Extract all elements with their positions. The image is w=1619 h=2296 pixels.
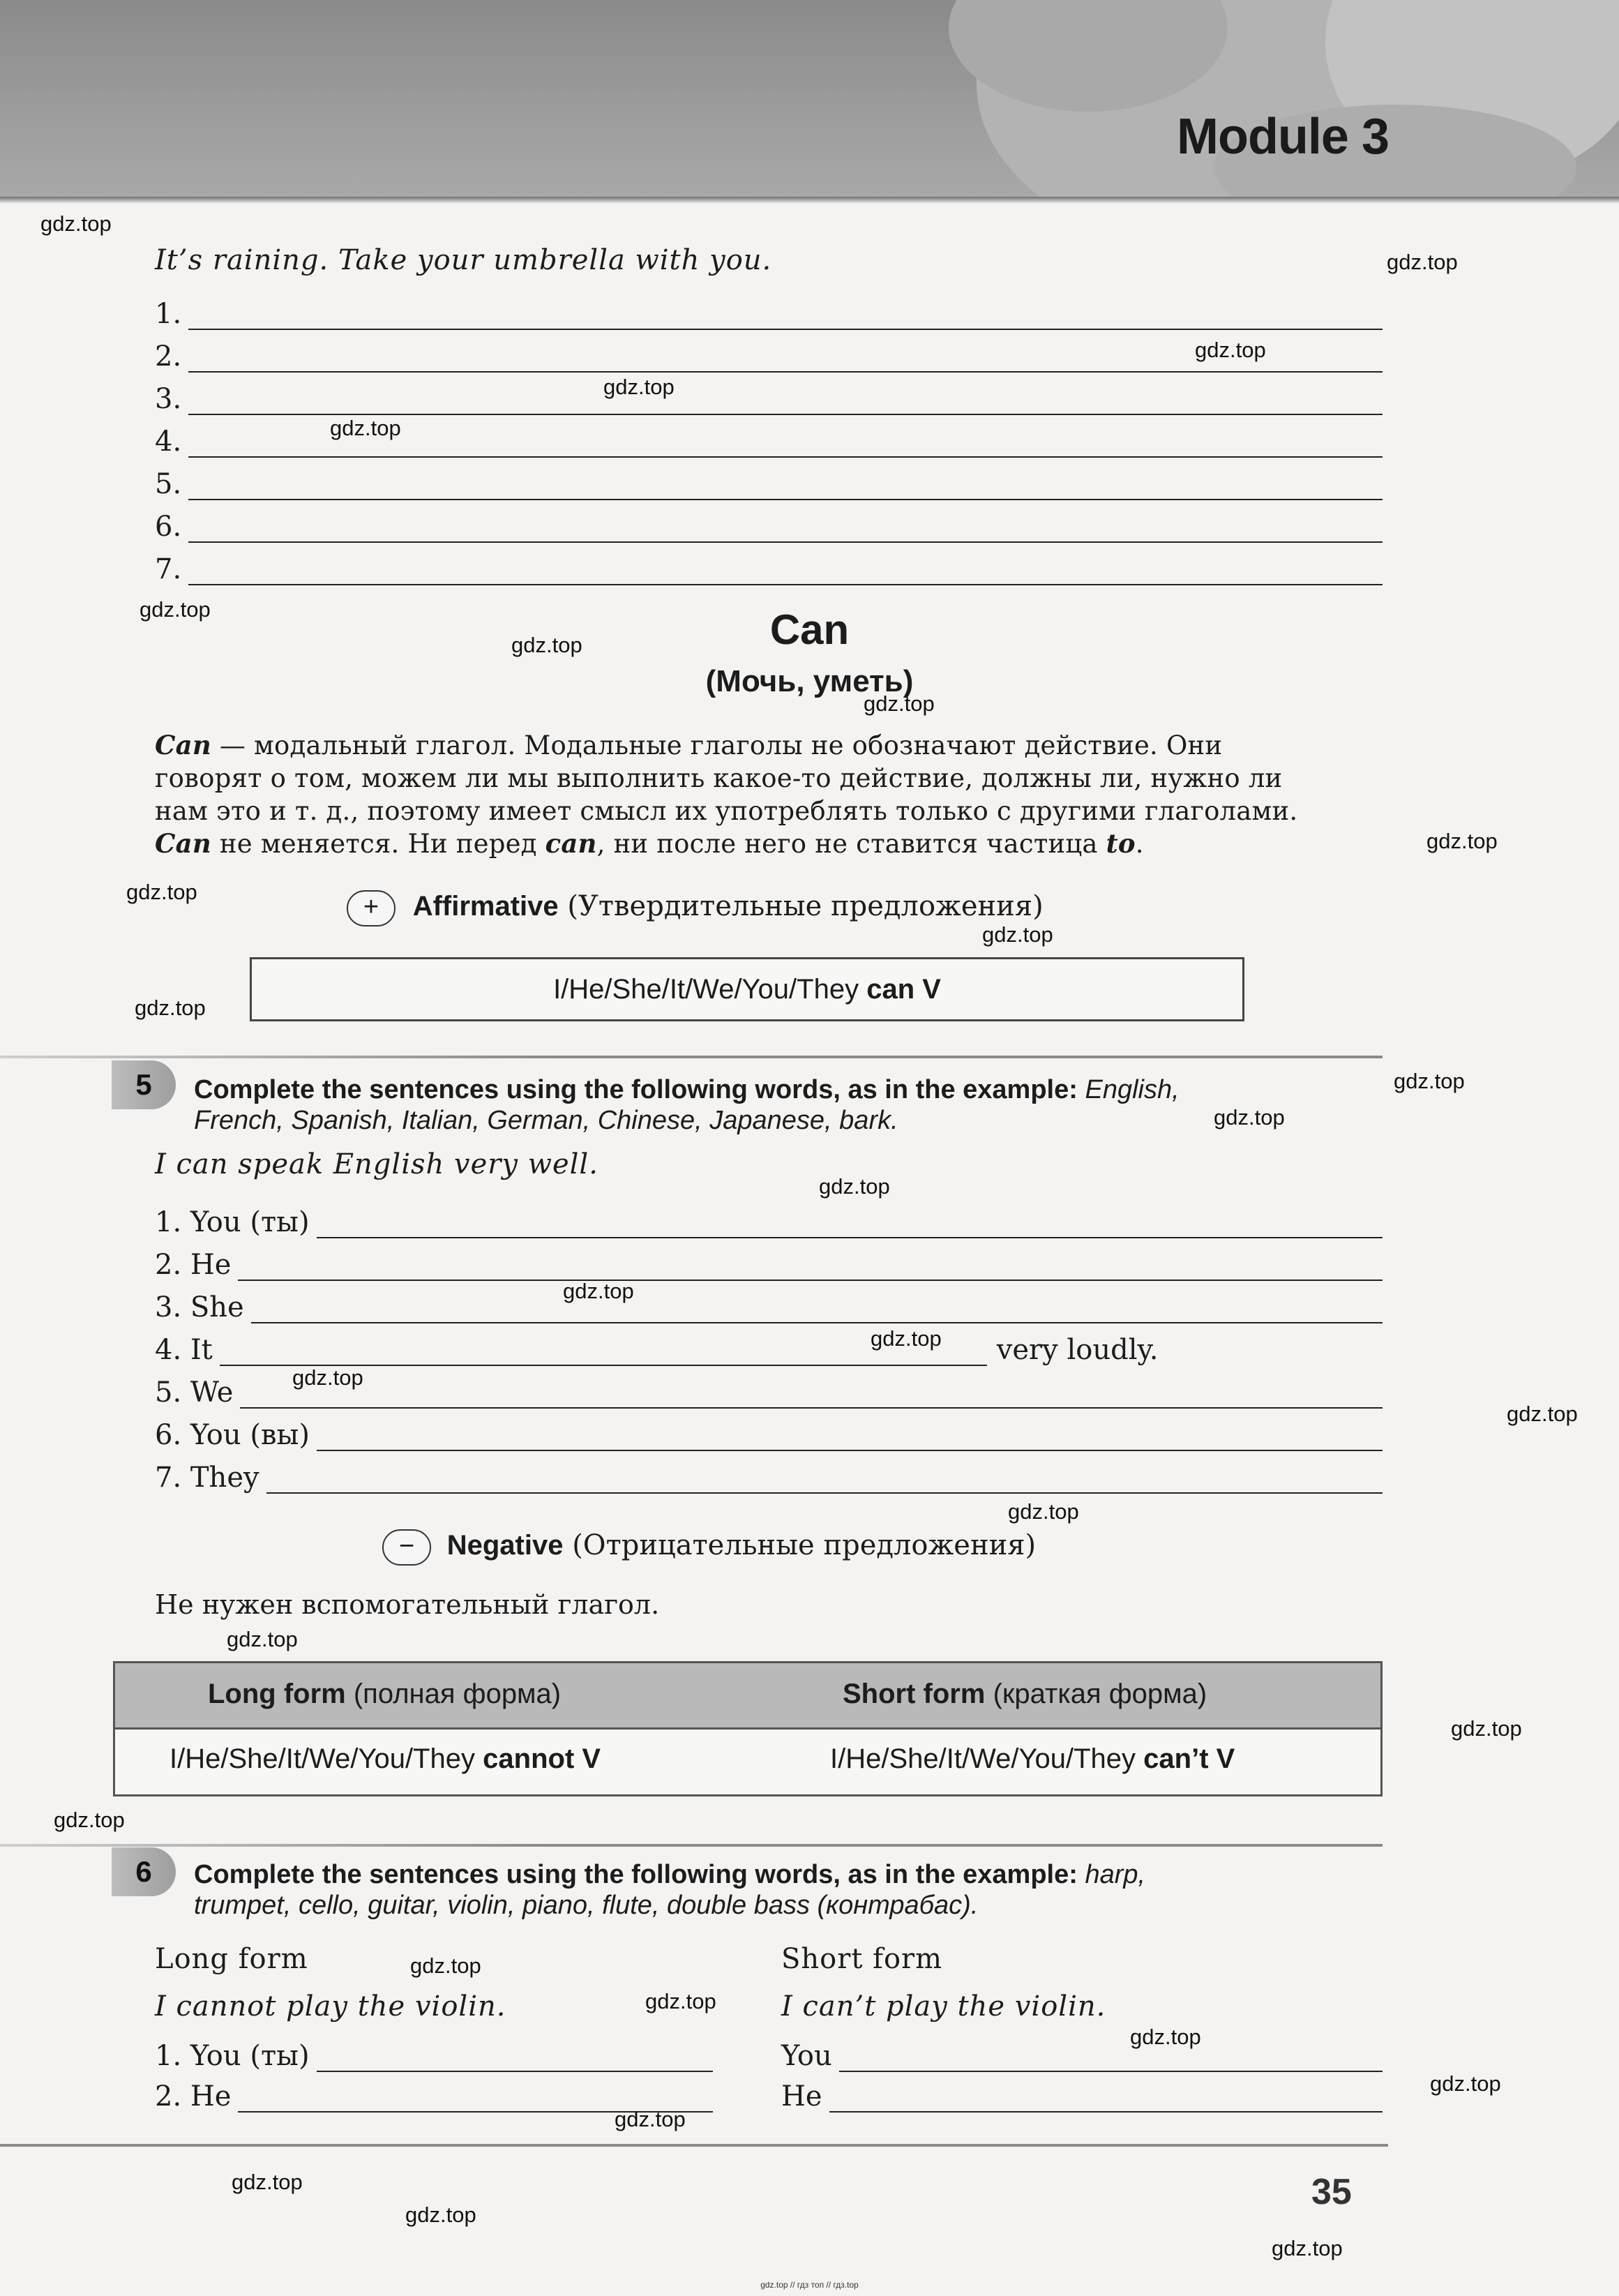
header-decoration	[0, 0, 1619, 197]
answer-line[interactable]	[155, 500, 1383, 543]
watermark: gdz.top	[1430, 2071, 1501, 2096]
watermark: gdz.top	[1387, 250, 1458, 274]
exercise-number: 6	[112, 1847, 176, 1896]
exercise-number: 5	[112, 1060, 176, 1109]
item-label: 6. You (вы)	[155, 1419, 310, 1451]
watermark: gdz.top	[982, 922, 1053, 947]
answer-line[interactable]	[155, 287, 1383, 330]
item-label: 1. You (ты)	[155, 1206, 310, 1238]
answer-line[interactable]	[155, 1281, 1383, 1323]
watermark: gdz.top	[603, 375, 675, 399]
long-form-header: Long form (полная форма)	[208, 1679, 562, 1709]
affirmative-ru: (Утвердительные предложения)	[567, 890, 1044, 922]
affirmative-title: Affirmative	[412, 891, 559, 922]
watermark: gdz.top	[1214, 1105, 1285, 1130]
bottom-note: gdz.top // гдз топ // гдз.top	[760, 2280, 859, 2290]
module-header-banner	[0, 0, 1619, 197]
affirmative-heading	[347, 890, 1044, 926]
answer-line[interactable]	[155, 543, 1383, 585]
exercise5-items	[155, 1196, 1383, 1494]
answer-line[interactable]	[155, 1238, 1383, 1281]
item-label: You	[781, 2040, 832, 2072]
watermark: gdz.top	[645, 1989, 716, 2013]
long-form-items	[155, 2032, 713, 2113]
watermark: gdz.top	[232, 2170, 303, 2194]
negative-table	[113, 1661, 1383, 1796]
answer-line[interactable]	[155, 1323, 1383, 1366]
module-title: Module 3	[1176, 109, 1389, 165]
negative-title: Negative	[446, 1530, 564, 1561]
para-line: говорят о том, можем ли мы выполнить какое-то действие, должны ли, нужно ли	[155, 763, 1283, 793]
long-form-example: I cannot play the violin.	[155, 1990, 506, 2023]
answer-line[interactable]	[155, 458, 1383, 500]
watermark: gdz.top	[1272, 2236, 1343, 2260]
long-form-formula: I/He/She/It/We/You/They cannot V	[170, 1743, 601, 1774]
answer-line[interactable]	[155, 1409, 1383, 1451]
plus-icon: +	[347, 890, 396, 926]
watermark: gdz.top	[330, 416, 401, 440]
blank-line[interactable]	[839, 2050, 1383, 2072]
watermark: gdz.top	[126, 880, 197, 904]
negative-note: Не нужен вспомогательный глагол.	[155, 1589, 660, 1620]
blank-line[interactable]	[238, 1259, 1383, 1281]
exercise5-instruction: Complete the sentences using the following words, as in the example: English, French, Spanish, Italian, German, Chinese, Japanese, bark.	[194, 1075, 1180, 1135]
long-form-label: Long form	[155, 1943, 308, 1975]
watermark: gdz.top	[864, 691, 935, 716]
item-label: 1. You (ты)	[155, 2040, 310, 2072]
blank-line[interactable]	[829, 2090, 1383, 2113]
section-subtitle: (Мочь, уметь)	[705, 664, 914, 698]
item-label: 2. He	[155, 1249, 232, 1281]
item-label: 7. They	[155, 1462, 259, 1494]
para-line: нам это и т. д., поэтому имеет смысл их употреблять только с другими глаголами.	[155, 796, 1298, 826]
footer-divider	[0, 2144, 1388, 2147]
blank-line[interactable]	[188, 308, 1383, 330]
blank-line[interactable]	[188, 478, 1383, 500]
watermark: gdz.top	[511, 633, 582, 657]
minus-icon: −	[382, 1529, 431, 1566]
line-number: 3.	[155, 383, 182, 415]
watermark: gdz.top	[227, 1627, 298, 1651]
answer-line[interactable]	[155, 2032, 713, 2072]
watermark: gdz.top	[1451, 1716, 1522, 1741]
blank-line[interactable]	[317, 1429, 1383, 1451]
item-label: 2. He	[155, 2080, 232, 2113]
item-label: He	[781, 2080, 822, 2113]
short-form-header: Short form (краткая форма)	[843, 1679, 1207, 1709]
short-form-formula: I/He/She/It/We/You/They can’t V	[830, 1743, 1235, 1774]
watermark: gdz.top	[410, 1953, 481, 1978]
blank-line[interactable]	[188, 563, 1383, 585]
can-explanation	[155, 729, 1383, 860]
table-header	[115, 1663, 1380, 1729]
watermark: gdz.top	[135, 996, 206, 1020]
watermark: gdz.top	[1507, 1402, 1578, 1426]
blank-line[interactable]	[240, 1386, 1383, 1409]
affirmative-formula-box	[250, 957, 1244, 1021]
negative-heading	[382, 1529, 1036, 1566]
short-form-items	[781, 2032, 1383, 2113]
blank-line[interactable]	[317, 1216, 1383, 1238]
answer-line[interactable]	[155, 373, 1383, 415]
blank-line[interactable]	[188, 393, 1383, 415]
formula-bold: can V	[866, 974, 941, 1005]
exercise6-instruction: Complete the sentences using the following words, as in the example: harp, trumpet, cello, guitar, violin, piano, flute, double bass (контрабас).	[194, 1860, 1146, 1920]
top-example-sentence: It’s raining. Take your umbrella with you.	[155, 244, 772, 276]
blank-line[interactable]	[188, 520, 1383, 543]
table-body	[115, 1729, 1380, 1792]
watermark: gdz.top	[405, 2203, 476, 2227]
line-number: 6.	[155, 511, 182, 543]
para-line: Can не меняется. Ни перед can, ни после него не ставится частица to.	[155, 828, 1144, 859]
line-number: 1.	[155, 298, 182, 330]
answer-line[interactable]	[155, 1451, 1383, 1494]
divider	[0, 1056, 1383, 1058]
watermark: gdz.top	[1130, 2025, 1201, 2049]
watermark: gdz.top	[563, 1279, 634, 1303]
watermark: gdz.top	[819, 1174, 890, 1199]
watermark: gdz.top	[1426, 829, 1498, 853]
short-form-label: Short form	[781, 1943, 943, 1975]
line-number: 5.	[155, 468, 182, 500]
watermark: gdz.top	[615, 2107, 686, 2131]
short-form-example: I can’t play the violin.	[781, 1990, 1106, 2023]
answer-line[interactable]	[155, 1196, 1383, 1238]
para-line: Can — модальный глагол. Модальные глаголы не обозначают действие. Они	[155, 730, 1223, 760]
header-shadow	[0, 197, 1619, 204]
item-tail: very loudly.	[996, 1334, 1159, 1366]
formula-text: I/He/She/It/We/You/They	[553, 974, 859, 1005]
watermark: gdz.top	[1195, 338, 1266, 362]
answer-line[interactable]	[781, 2032, 1383, 2072]
negative-ru: (Отрицательные предложения)	[572, 1529, 1037, 1561]
watermark: gdz.top	[54, 1808, 125, 1832]
watermark: gdz.top	[292, 1365, 363, 1390]
item-label: 4. It	[155, 1334, 213, 1366]
watermark: gdz.top	[871, 1326, 942, 1351]
line-number: 4.	[155, 426, 182, 458]
watermark: gdz.top	[1394, 1069, 1465, 1093]
answer-line[interactable]	[781, 2072, 1383, 2113]
item-label: 5. We	[155, 1376, 234, 1409]
blank-line[interactable]	[266, 1471, 1383, 1494]
watermark: gdz.top	[140, 597, 211, 622]
blank-line[interactable]	[251, 1301, 1383, 1323]
section-title: Can	[769, 606, 850, 653]
watermark: gdz.top	[40, 211, 112, 236]
page-number: 35	[1311, 2172, 1352, 2212]
item-label: 3. She	[155, 1291, 244, 1323]
blank-line[interactable]	[317, 2050, 713, 2072]
line-number: 2.	[155, 340, 182, 373]
exercise5-example: I can speak English very well.	[155, 1148, 598, 1180]
divider	[0, 1844, 1383, 1847]
line-number: 7.	[155, 553, 182, 585]
watermark: gdz.top	[1008, 1499, 1079, 1524]
